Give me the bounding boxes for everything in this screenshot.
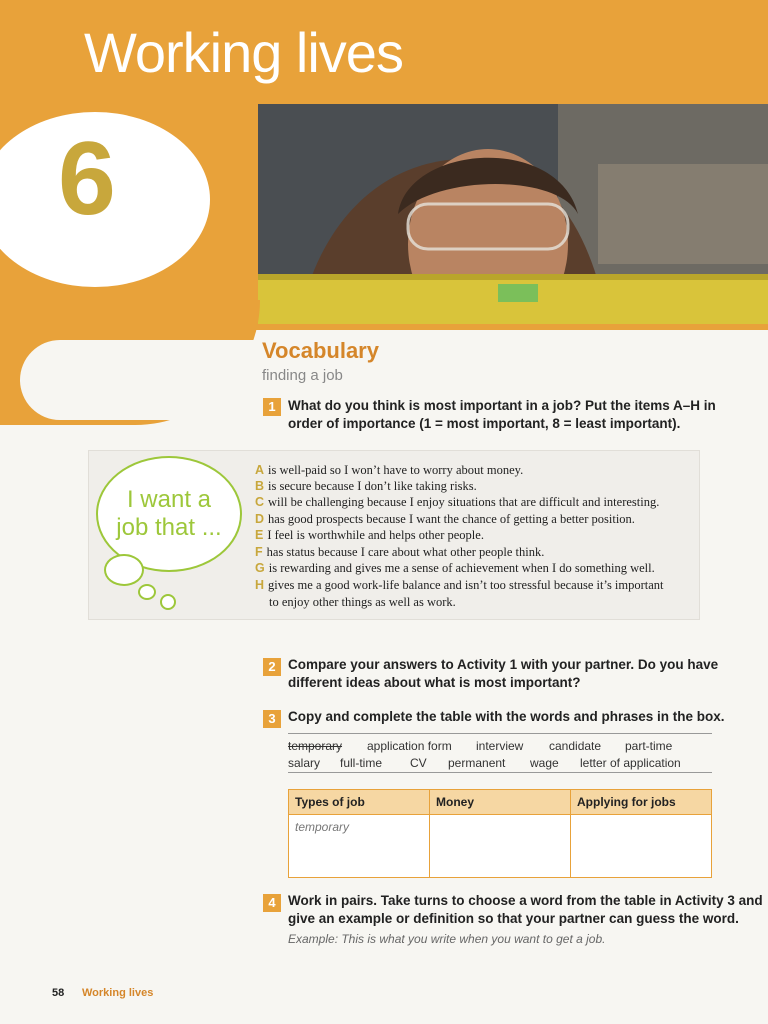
activity-3-number: 3 [263,710,281,728]
activity-4-line-1: Work in pairs. Take turns to choose a word from the table in Activity 3 and [288,893,763,908]
table-cell [430,815,571,878]
activity-1-number: 1 [263,398,281,416]
activity-2-number: 2 [263,658,281,676]
list-item: G is rewarding and gives me a sense of achievement when I do something well. [255,561,655,575]
table-header: Money [430,790,571,815]
table-row [289,815,712,878]
bubble-tail-medium [138,584,156,600]
header-photo [258,104,768,324]
activity-2-line-2: different ideas about what is most important? [288,675,581,690]
page-title: Working lives [84,21,403,84]
word-item: part-time [625,739,673,753]
word-item: full-time [340,756,383,770]
list-item: C will be challenging because I enjoy situations that are difficult and interesting. [255,495,660,509]
activity-4-example: Example: This is what you write when you want to get a job. [288,932,606,946]
activity-1-line-2: order of importance (1 = most important, 8 = least important). [288,416,681,431]
bubble-tail-small [160,594,176,610]
word-item: letter of application [580,756,681,770]
list-item: D has good prospects because I want the chance of getting a better position. [255,512,635,526]
section-title: Vocabulary [262,338,379,363]
photo-illustration [258,104,768,324]
word-item: interview [476,739,524,753]
page-number: 58 [52,987,65,999]
unit-number: 6 [58,121,116,237]
activity-2-line-1: Compare your answers to Activity 1 with your partner. Do you have [288,657,719,672]
footer-label: Working lives [82,987,154,999]
list-item: A is well-paid so I won’t have to worry about money. [255,463,524,477]
table-cell: temporary [289,815,430,878]
word-item: application form [367,739,452,753]
thought-bubble-text [106,486,232,542]
bubble-line-2: job that ... [116,514,222,541]
word-box [288,733,712,773]
table-header: Applying for jobs [571,790,712,815]
bubble-line-1: I want a [126,486,212,513]
vocabulary-table [288,789,712,878]
word-item: salary [288,756,321,770]
section-subtitle: finding a job [262,367,343,384]
activity-3-line-1: Copy and complete the table with the words and phrases in the box. [288,709,725,724]
table-cell [571,815,712,878]
list-item: F has status because I care about what other people think. [255,545,545,559]
bubble-tail-large [104,554,144,586]
list-item: E I feel is worthwhile and helps other people. [255,528,484,542]
list-item: B is secure because I don’t like taking risks. [255,479,477,493]
table-header: Types of job [289,790,430,815]
activity-4-number: 4 [263,894,281,912]
word-item: wage [530,756,559,770]
list-item: H gives me a good work-life balance and isn’t too stressful because it’s important [255,578,664,592]
list-item-continuation: to enjoy other things as well as work. [269,595,456,609]
table-header-row [289,790,712,815]
word-item: candidate [549,739,602,753]
word-item: temporary [288,739,343,753]
word-item: permanent [448,756,506,770]
word-item: CV [410,756,427,770]
activity-1-line-1: What do you think is most important in a job? Put the items A–H in [288,398,716,413]
activity-4-line-2: give an example or definition so that your partner can guess the word. [288,911,739,926]
